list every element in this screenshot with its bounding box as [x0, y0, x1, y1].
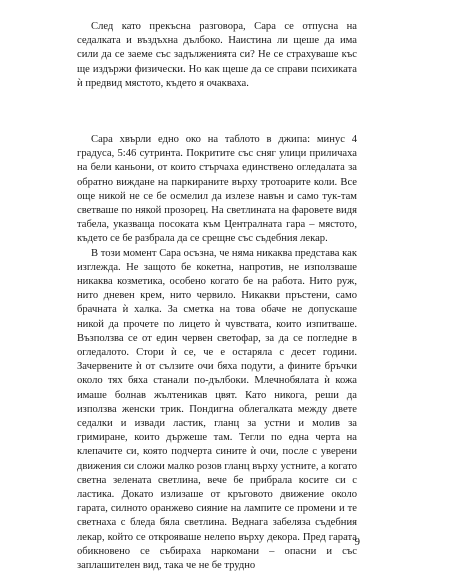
paragraph: След като прекъсна разговора, Сара се отпусна на седалката и въздъхна дълбоко. Наистина ли щеше да има сили да се заеме със задълженията си? Не се страхуваше къс ще издържи физически. Но как щеше да се справи психиката ѝ предвид мястото, където я очакваха. [77, 21, 357, 89]
opening-text-block [77, 20, 357, 91]
paragraph: Сара хвърли едно око на таблото в джипа: минус 4 градуса, 5:46 сутринта. Покритите със сняг улици приличаха на бели каньони, от които стърчаха единствено огледалата за обратно виждане на паркираните върху тротоарите коли. Все още никой не се бе осмелил да излезе навън и само тук-там светваше по някой прозорец. На светлината на фаровете видя табела, указваща посоката към Централната гара – мястото, където се бе разбрала да се срещне със съдебния лекар. [77, 134, 357, 245]
main-text-block [77, 133, 357, 573]
paragraph: В този момент Сара осъзна, че няма никаква представа как изглежда. Не защото бе кокетна, напротив, не използваше никаква козметика, особено когато бе на работа. Нито руж, нито дневен крем, нито червило. Никакви пръстени, само брачната ѝ халка. За сметка на това обаче не допускаше никой да прочете по лицето ѝ чувствата, които изпитваше. Възползва се от един червен светофар, за да се погледне в огледалото. Стори ѝ се, че е остаряла с десет години. Зачервените ѝ от сълзите очи бяха подути, а фините бръчки около тях бяха станали по-дълбоки. Млечнобялата ѝ кожа имаше болнав жълтеникав цвят. Като никога, реши да използва женски трик. Пондигна облегалката между двете седалки и извади ластик, гланц за устни и молив за гримиране, които държеше там. Тегли по една черта на клепачите си, която подчерта сините ѝ очи, после с уверени движения си сложи малко розов гланц върху устните, а когато светна зелената светлина, вече бе прибрала косите си с ластика. Докато излизаше от кръговото движение около гарата, силното оранжево сияние на лампите се промени и те светнаха с бледа бяла светлина. Веднага забеляза съдебния лекар, който се открояваше нелепо върху декора. Пред гарата обикновено се събираха наркомани – опасни и със заплашителен вид, така че не бе трудно [77, 247, 357, 572]
page-number: 9 [354, 536, 360, 548]
